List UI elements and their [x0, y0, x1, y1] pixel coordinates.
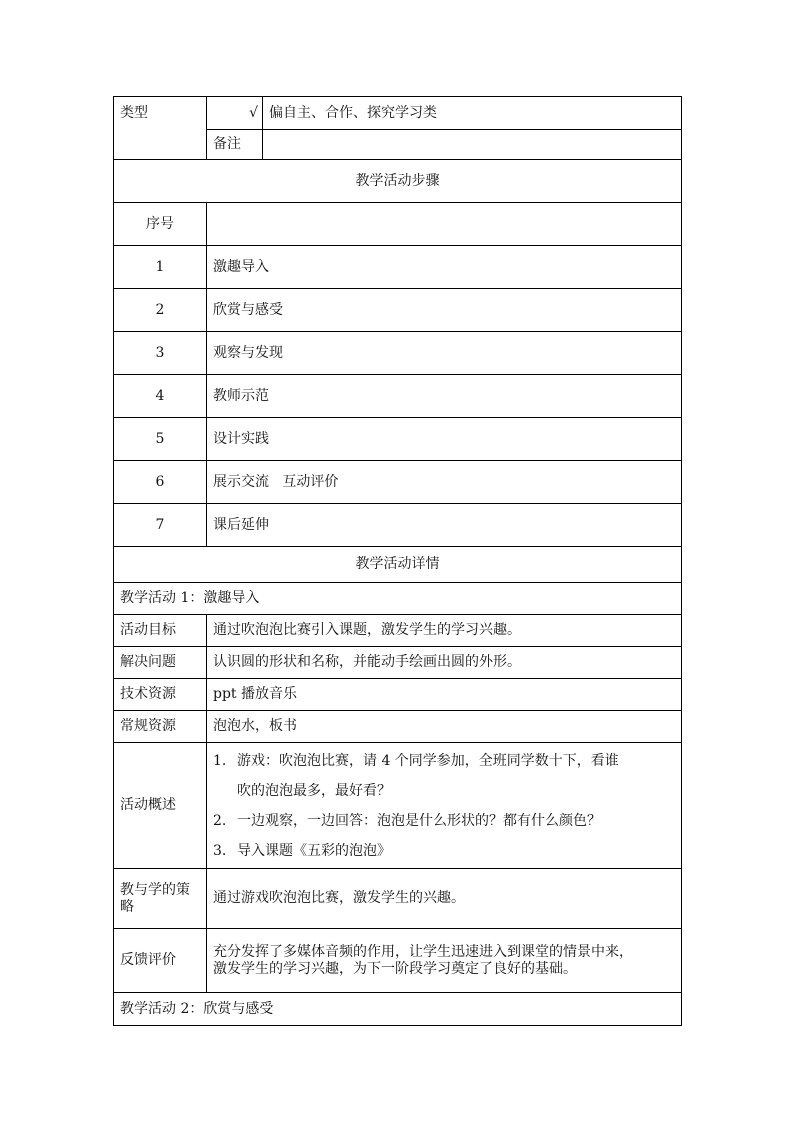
step-number: 4 — [114, 375, 207, 418]
steps-header-row — [114, 203, 682, 246]
regular-resource-label: 常规资源 — [114, 711, 207, 743]
overview-item-number: 2. — [213, 812, 227, 829]
tech-resource-row — [114, 679, 682, 711]
problem-label: 解决问题 — [114, 647, 207, 679]
content-header — [207, 203, 682, 246]
strategy-label-line1: 教与学的策 — [120, 881, 190, 898]
step-row — [114, 461, 682, 504]
activity1-title-row — [114, 583, 682, 615]
strategy-label-line2: 略 — [120, 898, 134, 915]
step-row — [114, 418, 682, 461]
strategy-row — [114, 869, 682, 929]
step-text: 设计实践 — [207, 418, 682, 461]
strategy-label — [114, 869, 207, 929]
steps-section-title-row — [114, 160, 682, 203]
type-value: 偏自主、合作、探究学习类 — [263, 97, 682, 130]
step-text: 课后延伸 — [207, 504, 682, 547]
remark-value — [263, 130, 682, 160]
type-row — [114, 97, 682, 130]
check-mark: √ — [207, 97, 263, 130]
feedback-text — [207, 929, 682, 993]
activity2-title-row — [114, 993, 682, 1026]
tech-resource-text: ppt 播放音乐 — [207, 679, 682, 711]
regular-resource-row — [114, 711, 682, 743]
overview-item — [213, 836, 675, 866]
overview-item-continuation: 吹的泡泡最多，最好看？ — [237, 782, 391, 799]
step-number: 2 — [114, 289, 207, 332]
overview-row — [114, 743, 682, 869]
step-text: 展示交流 互动评价 — [207, 461, 682, 504]
step-text: 激趣导入 — [207, 246, 682, 289]
regular-resource-text: 泡泡水，板书 — [207, 711, 682, 743]
problem-text: 认识圆的形状和名称，并能动手绘画出圆的外形。 — [207, 647, 682, 679]
feedback-row — [114, 929, 682, 993]
feedback-line2: 激发学生的学习兴趣，为下一阶段学习奠定了良好的基础。 — [213, 960, 577, 977]
step-text: 观察与发现 — [207, 332, 682, 375]
step-row — [114, 246, 682, 289]
activity2-title: 教学活动 2：欣赏与感受 — [114, 993, 682, 1026]
type-label: 类型 — [114, 97, 207, 160]
overview-item-text: 游戏：吹泡泡比赛，请 4 个同学参加，全班同学数十下，看谁 — [237, 752, 619, 769]
step-number: 3 — [114, 332, 207, 375]
overview-list — [207, 743, 682, 869]
tech-resource-label: 技术资源 — [114, 679, 207, 711]
overview-item-text: 导入课题《五彩的泡泡》 — [237, 842, 391, 859]
goal-row — [114, 615, 682, 647]
step-row — [114, 332, 682, 375]
step-row — [114, 375, 682, 418]
overview-item-text: 一边观察，一边回答：泡泡是什么形状的？都有什么颜色？ — [237, 812, 601, 829]
step-number: 7 — [114, 504, 207, 547]
details-section-title: 教学活动详情 — [114, 547, 682, 583]
overview-item-number: 1. — [213, 752, 227, 769]
feedback-line1: 充分发挥了多媒体音频的作用，让学生迅速进入到课堂的情景中来， — [213, 943, 633, 960]
steps-section-title: 教学活动步骤 — [114, 160, 682, 203]
goal-label: 活动目标 — [114, 615, 207, 647]
details-section-title-row — [114, 547, 682, 583]
problem-row — [114, 647, 682, 679]
overview-item-number: 3. — [213, 842, 227, 859]
goal-text: 通过吹泡泡比赛引入课题，激发学生的学习兴趣。 — [207, 615, 682, 647]
overview-item — [213, 746, 675, 776]
strategy-text: 通过游戏吹泡泡比赛，激发学生的兴趣。 — [207, 869, 682, 929]
step-text: 教师示范 — [207, 375, 682, 418]
step-text: 欣赏与感受 — [207, 289, 682, 332]
step-row — [114, 289, 682, 332]
step-number: 1 — [114, 246, 207, 289]
overview-label: 活动概述 — [114, 743, 207, 869]
step-row — [114, 504, 682, 547]
lesson-plan-table — [113, 96, 682, 1026]
step-number: 6 — [114, 461, 207, 504]
step-number: 5 — [114, 418, 207, 461]
remark-label: 备注 — [207, 130, 263, 160]
activity1-title: 教学活动 1：激趣导入 — [114, 583, 682, 615]
index-header: 序号 — [114, 203, 207, 246]
overview-item — [213, 806, 675, 836]
feedback-label: 反馈评价 — [114, 929, 207, 993]
